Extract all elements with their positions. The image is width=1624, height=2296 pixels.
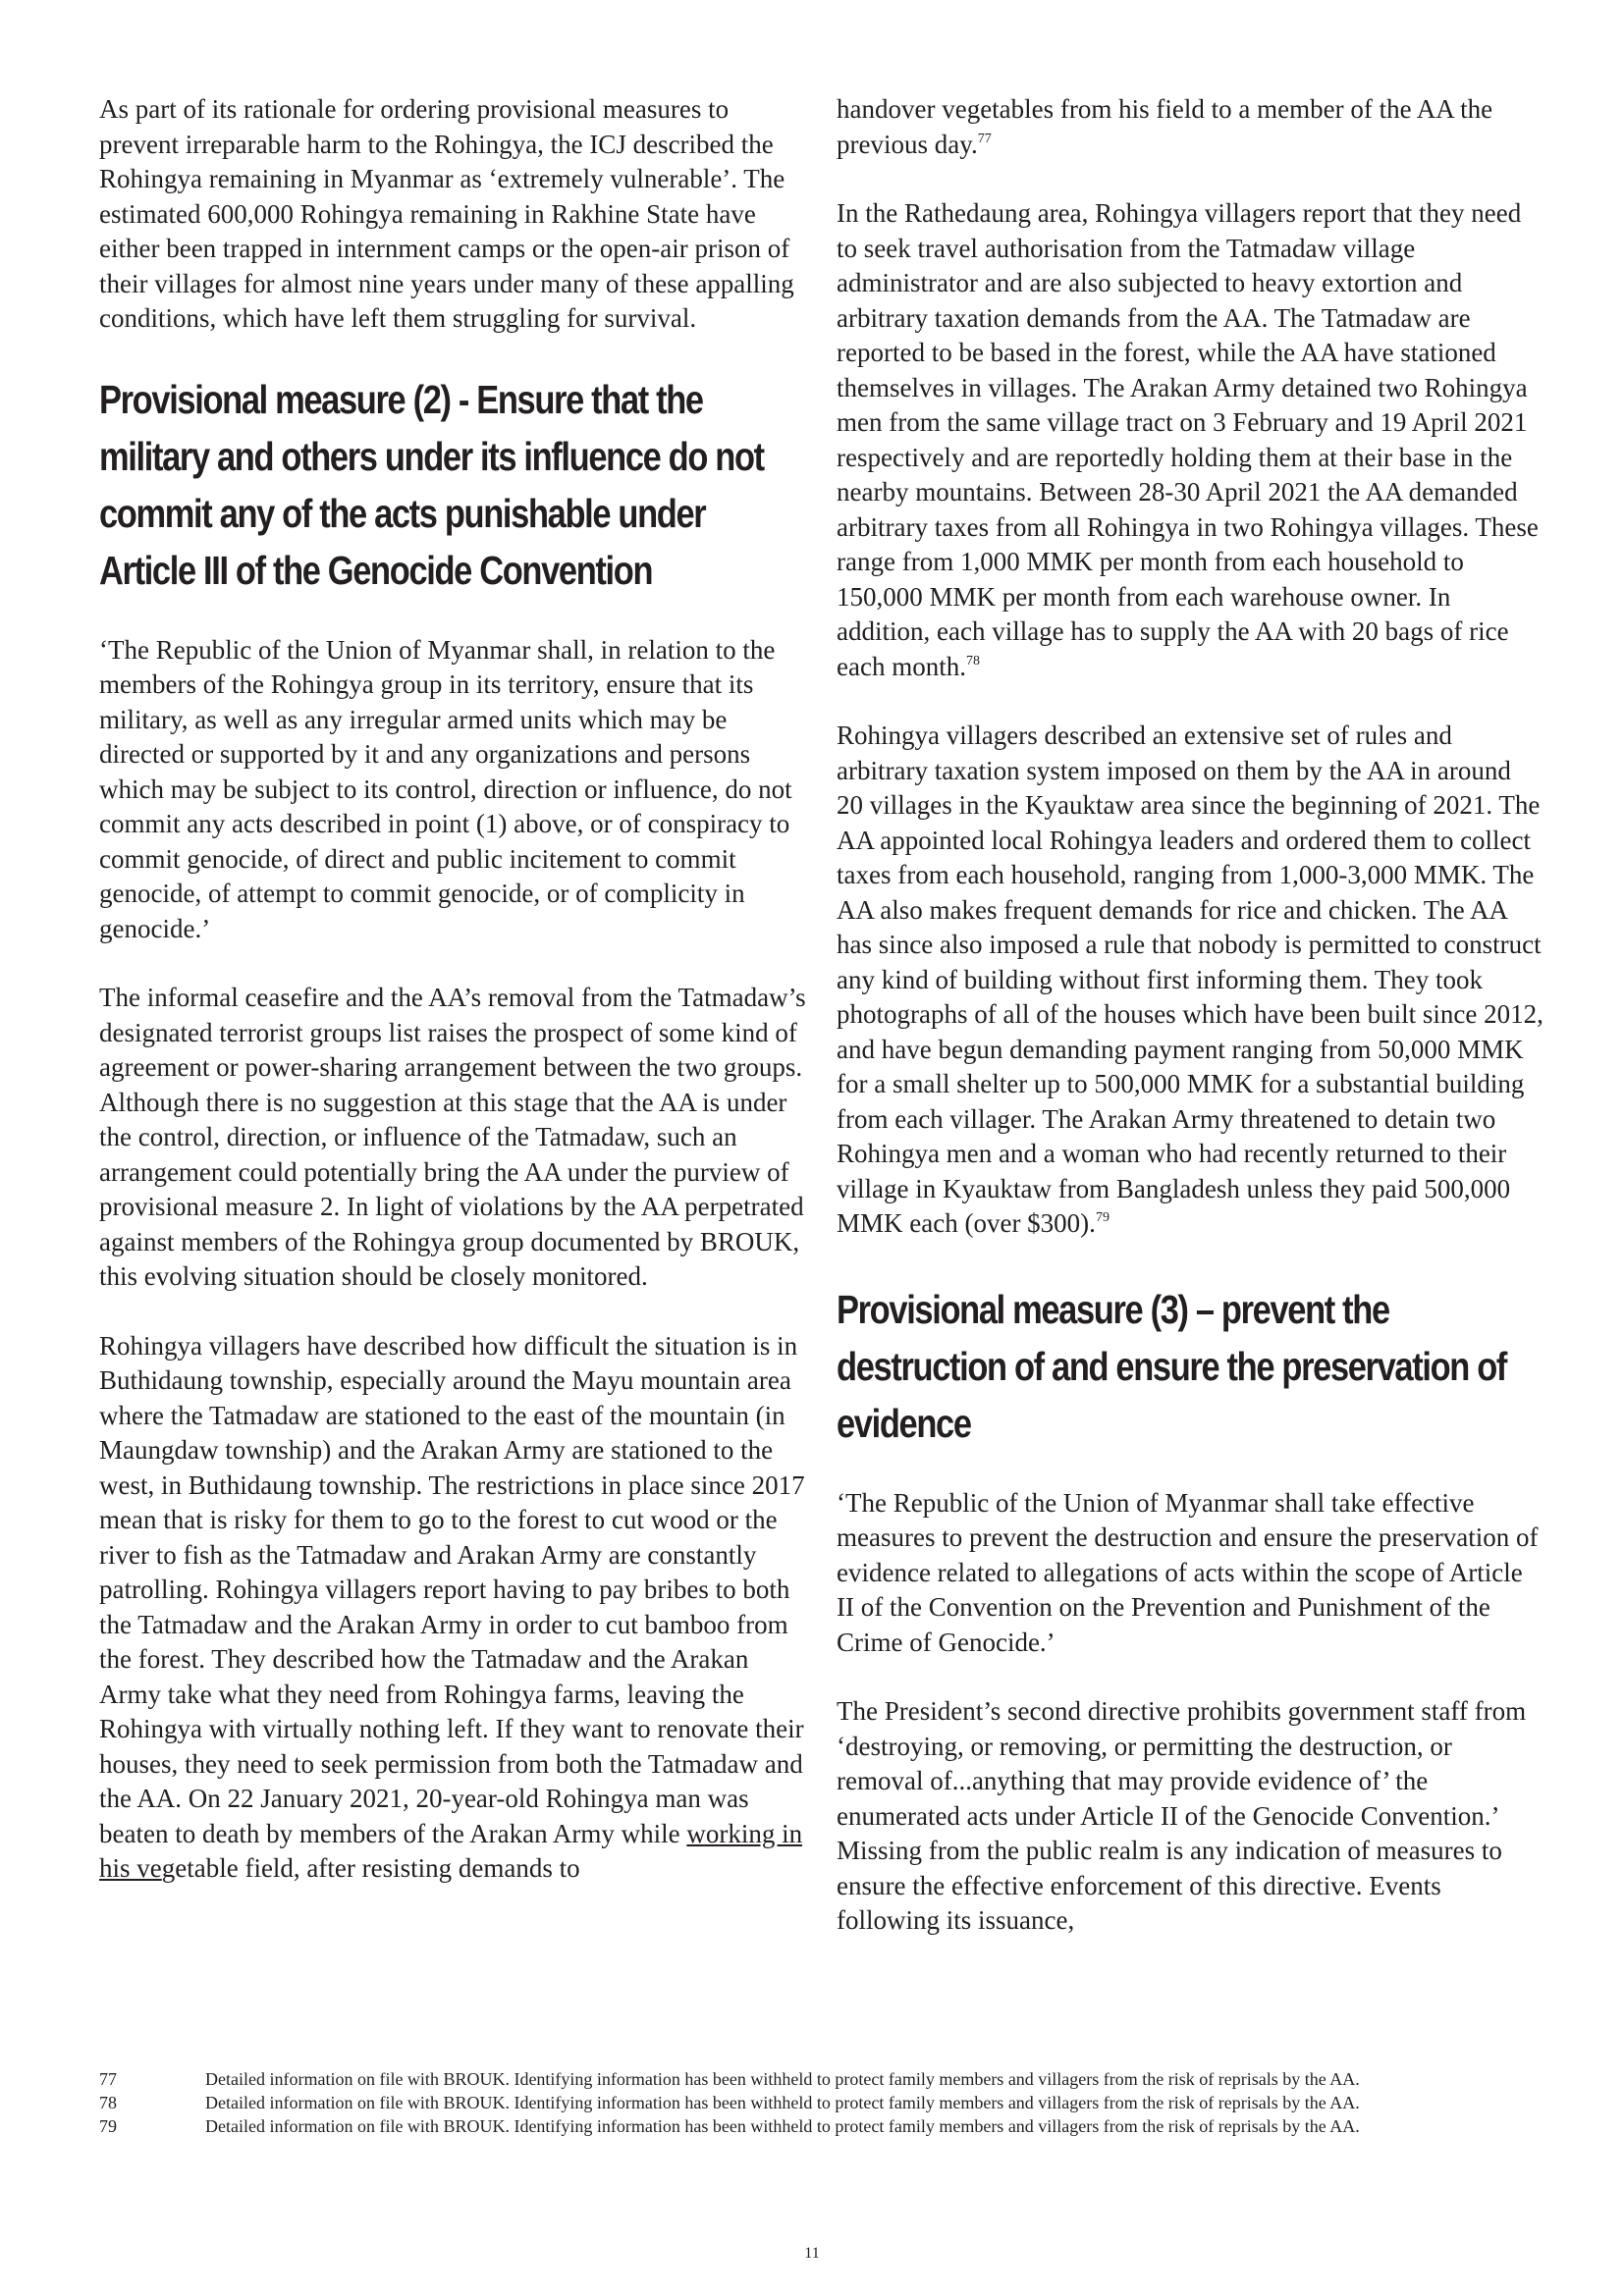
intro-paragraph: As part of its rationale for ordering provisional measures to prevent irreparable harm to the Rohingya, the ICJ described the Rohingya remaining in Myanmar as ‘extremely vulnerable’. The estimated 600,000 Rohingya remaining in Rakhine State have either been trapped in internment camps or the open-air prison of their villages for almost nine years under many of these appalling conditions, which have left them struggling for survival. <box>99 94 794 333</box>
continuation-paragraph <box>837 92 1543 162</box>
footnote-78 <box>99 2092 1543 2113</box>
buthidaung-paragraph <box>99 1329 806 1887</box>
footnotes <box>99 2068 1543 2139</box>
ceasefire-paragraph: The informal ceasefire and the AA’s removal from the Tatmadaw’s designated terrorist groups list raises the prospect of some kind of agreement or power-sharing arrangement between the two groups. Although there is no suggestion at this stage that the AA is under the control, direction, or influence of the Tatmadaw, such an arrangement could potentially bring the AA under the purview of provisional measure 2. In light of violations by the AA perpetrated against members of the Rohingya group documented by BROUK, this evolving situation should be closely monitored. <box>99 983 806 1291</box>
left-column <box>99 92 806 1887</box>
kyauktaw-paragraph <box>837 719 1543 1242</box>
footnote-number: 78 <box>99 2093 117 2112</box>
footnote-number: 77 <box>99 2069 117 2089</box>
footnote-ref-79[interactable]: 79 <box>1095 1210 1110 1225</box>
directive-paragraph: The President’s second directive prohibits government staff from ‘destroying, or removing, or permitting the destruction, or removal of...anything that may provide evidence of’ the enumerated acts under Article II of the Genocide Convention.’ Missing from the public realm is any indication of measures to ensure the effective enforcement of this directive. Events following its issuance, <box>837 1696 1527 1935</box>
buthidaung-paragraph-tail: getable field, after resisting demands to <box>161 1853 580 1883</box>
section-heading-measure-3: Provisional measure (3) – prevent the destruction of and ensure the preservation of evidence <box>837 1286 1507 1446</box>
footnote-77 <box>99 2068 1543 2090</box>
measure-3-quote: ‘The Republic of the Union of Myanmar shall take effective measures to prevent the destruction and ensure the preservation of evidence related to allegations of acts within the scope of Article II of the Convention on the Prevention and Punishment of the Crime of Genocide.’ <box>837 1487 1539 1657</box>
page-number: 11 <box>804 2245 820 2262</box>
rathedaung-text: In the Rathedaung area, Rohingya villagers report that they need to seek travel authorisation from the Tatmadaw village administrator and are also subjected to heavy extortion and arbitrary taxation demands from the AA. The Tatmadaw are reported to be based in the forest, while the AA have stationed themselves in villages. The Arakan Army detained two Rohingya men from the same village tract on 3 February and 19 April 2021 respectively and are reportedly holding them at their base in the nearby mountains. Between 28-30 April 2021 the AA demanded arbitrary taxes from all Rohingya in two Rohingya villages. These range from 1,000 MMK per month from each household to 150,000 MMK per month from each warehouse owner. In addition, each village has to supply the AA with 20 bags of rice each month. <box>837 198 1539 681</box>
footnote-ref-78[interactable]: 78 <box>965 653 980 668</box>
right-column <box>837 92 1543 1939</box>
footnote-ref-77[interactable]: 77 <box>977 131 992 146</box>
kyauktaw-text: Rohingya villagers described an extensive set of rules and arbitrary taxation system imposed on them by the AA in around 20 villages in the Kyauktaw area since the beginning of 2021. The AA appointed local Rohingya leaders and ordered them to collect taxes from each household, ranging from 1,000-3,000 MMK. The AA also makes frequent demands for rice and chicken. The AA has since also imposed a rule that nobody is permitted to construct any kind of building without first informing them. They took photographs of all of the houses which have been built since 2012, and have begun demanding payment ranging from 50,000 MMK for a small shelter up to 500,000 MMK for a substantial building from each villager. The Arakan Army threatened to detain two Rohingya men and a woman who had recently returned to their village in Kyauktaw from Bangladesh unless they paid 500,000 MMK each (over $300). <box>837 721 1543 1238</box>
rathedaung-paragraph <box>837 196 1543 684</box>
footnote-79 <box>99 2115 1543 2137</box>
measure-2-quote: ‘The Republic of the Union of Myanmar shall, in relation to the members of the Rohingya group in its territory, ensure that its military, as well as any irregular armed units which may be directed or supported by it and any organizations and persons which may be subject to its control, direction or influence, do not commit any acts described in point (1) above, or of conspiracy to commit genocide, of direct and public incitement to commit genocide, of attempt to commit genocide, or of complicity in genocide.’ <box>99 634 792 943</box>
footnote-text: Detailed information on file with BROUK. Identifying information has been withheld to protect family members and villagers from the risk of reprisals by the AA. <box>205 2093 1360 2112</box>
section-heading-measure-2: Provisional measure (2) - Ensure that the military and others under its influence do not commit any of the acts punishable under Article III of the Genocide Convention <box>99 376 764 593</box>
footnote-text: Detailed information on file with BROUK. Identifying information has been withheld to protect family members and villagers from the risk of reprisals by the AA. <box>205 2069 1360 2089</box>
underlined-text: working in his ve <box>99 1818 803 1883</box>
footnote-number: 79 <box>99 2116 117 2136</box>
continuation-text: handover vegetables from his field to a member of the AA the previous day. <box>837 94 1493 159</box>
footnote-text: Detailed information on file with BROUK. Identifying information has been withheld to protect family members and villagers from the risk of reprisals by the AA. <box>205 2116 1360 2136</box>
buthidaung-paragraph-text: Rohingya villagers have described how difficult the situation is in Buthidaung township, especially around the Mayu mountain area where the Tatmadaw are stationed to the east of the mountain (in Maungdaw township) and the Arakan Army are stationed to the west, in Buthidaung township. The restrictions in place since 2017 mean that is risky for them to go to the forest to cut wood or the river to fish as the Tatmadaw and Arakan Army are constantly patrolling. Rohingya villagers report having to pay bribes to both the Tatmadaw and the Arakan Army in order to cut bamboo from the forest. They described how the Tatmadaw and the Arakan Army take what they need from Rohingya farms, leaving the Rohingya with virtually nothing left. If they want to renovate their houses, they need to seek permission from both the Tatmadaw and the AA. On 22 January 2021, 20-year-old Rohingya man was beaten to death by members of the Arakan Army while <box>99 1330 805 1848</box>
